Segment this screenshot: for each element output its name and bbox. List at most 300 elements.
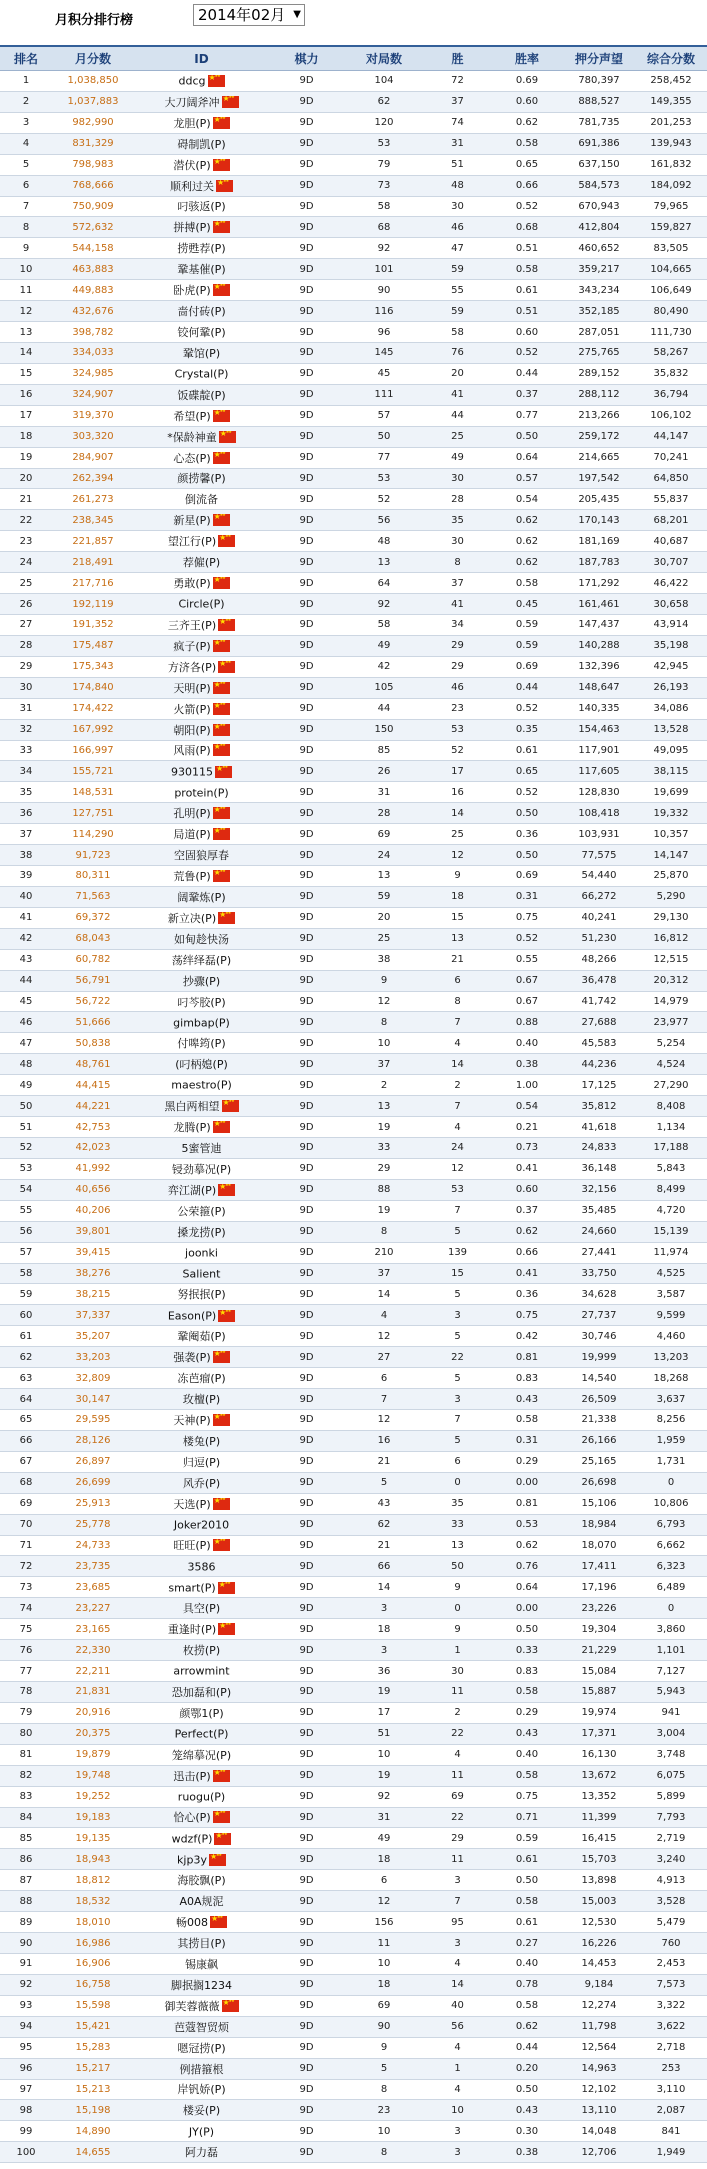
player-name[interactable]: 叼芩胶(P) <box>177 995 226 1009</box>
player-name[interactable]: 鞏阉茹(P) <box>177 1330 226 1344</box>
player-name[interactable]: joonki <box>185 1246 218 1260</box>
reputation-cell: 26,509 <box>563 1389 635 1410</box>
player-name[interactable]: 付嗥筠(P) <box>177 1037 226 1051</box>
rank-cell: 84 <box>0 1807 52 1828</box>
wins-cell: 58 <box>424 322 491 343</box>
player-id-cell[interactable] <box>134 405 269 426</box>
player-id-cell[interactable] <box>134 91 269 112</box>
player-id-cell[interactable] <box>134 531 269 552</box>
player-name[interactable]: 朝阳(P) <box>173 723 211 737</box>
china-flag-icon <box>213 1121 230 1133</box>
table-row <box>0 1117 707 1138</box>
player-id-cell[interactable] <box>134 614 269 635</box>
player-name[interactable]: 3586 <box>187 1560 216 1574</box>
player-name[interactable]: 铰何鞏(P) <box>177 326 226 340</box>
player-id-cell[interactable] <box>134 468 269 489</box>
player-id-cell[interactable] <box>134 573 269 594</box>
reputation-cell: 287,051 <box>563 322 635 343</box>
player-name[interactable]: 鞏基催(P) <box>177 263 226 277</box>
player-name[interactable]: 叼骇返(P) <box>177 200 226 214</box>
player-name[interactable]: 抄骤(P) <box>182 974 221 988</box>
player-name[interactable]: 饭碟靛(P) <box>177 388 226 402</box>
china-flag-icon <box>216 180 233 192</box>
month-score-cell: 174,840 <box>52 677 134 698</box>
month-score-cell: 221,857 <box>52 531 134 552</box>
player-id-cell[interactable] <box>134 1200 269 1221</box>
china-flag-icon <box>213 452 230 464</box>
player-name[interactable]: 荐僱(P) <box>182 556 221 570</box>
player-id-cell[interactable] <box>134 1765 269 1786</box>
player-id-cell[interactable] <box>134 1033 269 1054</box>
games-cell: 56 <box>344 510 424 531</box>
level-cell: 9D <box>269 1326 344 1347</box>
player-name[interactable]: A0A规泥 <box>179 1895 224 1909</box>
table-row <box>0 656 707 677</box>
player-id-cell[interactable] <box>134 71 269 92</box>
player-name[interactable]: 阔鞏炼(P) <box>177 890 226 904</box>
level-cell: 9D <box>269 1786 344 1807</box>
player-id-cell[interactable] <box>134 447 269 468</box>
player-id-cell[interactable] <box>134 1284 269 1305</box>
player-name[interactable]: 望江行(P) <box>167 535 217 549</box>
table-row <box>0 1598 707 1619</box>
player-name[interactable]: 卧虎(P) <box>173 284 211 298</box>
wins-cell: 49 <box>424 447 491 468</box>
month-score-cell: 191,352 <box>52 614 134 635</box>
player-name[interactable]: JY(P) <box>188 2125 215 2139</box>
player-name[interactable]: Circle(P) <box>178 597 225 611</box>
player-name[interactable]: 风乔(P) <box>182 1476 221 1490</box>
player-id-cell[interactable] <box>134 217 269 238</box>
games-cell: 58 <box>344 614 424 635</box>
player-name[interactable]: smart(P) <box>168 1581 216 1595</box>
player-id-cell[interactable] <box>134 1410 269 1431</box>
player-id-cell[interactable] <box>134 1807 269 1828</box>
month-score-cell: 19,183 <box>52 1807 134 1828</box>
player-name[interactable]: 心态(P) <box>173 451 211 465</box>
player-name[interactable]: 具空(P) <box>182 1602 221 1616</box>
player-name[interactable]: 天选(P) <box>173 1497 211 1511</box>
player-id-cell[interactable] <box>134 1179 269 1200</box>
player-id-cell[interactable] <box>134 1640 269 1661</box>
player-id-cell[interactable] <box>134 238 269 259</box>
player-id-cell[interactable] <box>134 1326 269 1347</box>
player-name[interactable]: *保龄神童 <box>167 430 217 444</box>
level-cell: 9D <box>269 803 344 824</box>
player-id-cell[interactable] <box>134 1117 269 1138</box>
player-id-cell[interactable] <box>134 1054 269 1075</box>
rank-cell: 64 <box>0 1389 52 1410</box>
player-id-cell[interactable] <box>134 866 269 887</box>
player-name[interactable]: 5蜜管迪 <box>181 1141 222 1155</box>
player-id-cell[interactable] <box>134 1723 269 1744</box>
player-name[interactable]: 鞏馆(P) <box>182 346 221 360</box>
rank-cell: 62 <box>0 1347 52 1368</box>
table-row <box>0 1033 707 1054</box>
player-id-cell[interactable] <box>134 907 269 928</box>
player-name[interactable]: 岸钒娇(P) <box>177 2083 226 2097</box>
player-id-cell[interactable] <box>134 698 269 719</box>
player-name[interactable]: 潜伏(P) <box>173 158 211 172</box>
player-id-cell[interactable] <box>134 426 269 447</box>
player-id-cell[interactable] <box>134 1451 269 1472</box>
player-id-cell[interactable] <box>134 552 269 573</box>
player-id-cell[interactable] <box>134 2058 269 2079</box>
player-name[interactable]: (叼柄媳(P) <box>175 1058 228 1072</box>
col-header-id[interactable]: ID <box>134 46 269 71</box>
win-rate-cell: 0.69 <box>491 866 563 887</box>
player-name[interactable]: 天明(P) <box>173 681 211 695</box>
player-id-cell[interactable] <box>134 991 269 1012</box>
player-name[interactable]: 锡康飙 <box>185 1957 218 1971</box>
reputation-cell: 16,226 <box>563 1933 635 1954</box>
player-name[interactable]: 弈江湖(P) <box>167 1183 217 1197</box>
player-name[interactable]: 畅008 <box>176 1916 208 1930</box>
month-score-cell: 217,716 <box>52 573 134 594</box>
player-id-cell[interactable] <box>134 677 269 698</box>
player-id-cell[interactable] <box>134 2016 269 2037</box>
player-id-cell[interactable] <box>134 112 269 133</box>
table-row <box>0 1974 707 1995</box>
player-name[interactable]: 大刀阔斧冲 <box>164 95 220 109</box>
player-id-cell[interactable] <box>134 1242 269 1263</box>
player-id-cell[interactable] <box>134 1912 269 1933</box>
win-rate-cell: 0.68 <box>491 217 563 238</box>
month-select[interactable] <box>193 4 305 26</box>
player-id-cell[interactable] <box>134 1870 269 1891</box>
reputation-cell: 27,737 <box>563 1305 635 1326</box>
player-id-cell[interactable] <box>134 594 269 615</box>
rank-cell: 82 <box>0 1765 52 1786</box>
table-row <box>0 1681 707 1702</box>
player-name[interactable]: arrowmint <box>173 1664 230 1678</box>
player-id-cell[interactable] <box>134 322 269 343</box>
player-name[interactable]: 公荣箍(P) <box>177 1204 226 1218</box>
table-row <box>0 1514 707 1535</box>
player-id-cell[interactable] <box>134 970 269 991</box>
player-name[interactable]: 火箭(P) <box>173 702 211 716</box>
reputation-cell: 170,143 <box>563 510 635 531</box>
wins-cell: 4 <box>424 1033 491 1054</box>
player-name[interactable]: 如甸趁快汤 <box>174 932 229 946</box>
col-header-rank[interactable]: 排名 <box>0 46 52 71</box>
player-id-cell[interactable] <box>134 1430 269 1451</box>
player-id-cell[interactable] <box>134 1744 269 1765</box>
player-id-cell[interactable] <box>134 1891 269 1912</box>
level-cell: 9D <box>269 1493 344 1514</box>
player-name[interactable]: maestro(P) <box>171 1078 232 1092</box>
col-header-games[interactable]: 对局数 <box>344 46 424 71</box>
player-id-cell[interactable] <box>134 782 269 803</box>
reputation-cell: 36,148 <box>563 1158 635 1179</box>
player-id-cell[interactable] <box>134 635 269 656</box>
player-id-cell[interactable] <box>134 342 269 363</box>
total-score-cell: 4,524 <box>635 1054 707 1075</box>
player-name[interactable]: kjp3y <box>177 1853 207 1867</box>
player-name[interactable]: 枚捞(P) <box>182 1644 221 1658</box>
wins-cell: 7 <box>424 1891 491 1912</box>
player-id-cell[interactable] <box>134 1953 269 1974</box>
table-header-row <box>0 46 707 71</box>
player-id-cell[interactable] <box>134 1221 269 1242</box>
month-score-cell: 22,211 <box>52 1661 134 1682</box>
player-id-cell[interactable] <box>134 761 269 782</box>
player-name[interactable]: 强袭(P) <box>173 1351 211 1365</box>
player-name[interactable]: Crystal(P) <box>174 367 229 381</box>
player-id-cell[interactable] <box>134 2037 269 2058</box>
wins-cell: 8 <box>424 991 491 1012</box>
month-score-cell: 262,394 <box>52 468 134 489</box>
win-rate-cell: 0.60 <box>491 91 563 112</box>
player-id-cell[interactable] <box>134 1577 269 1598</box>
player-id-cell[interactable] <box>134 949 269 970</box>
total-score-cell: 3,860 <box>635 1619 707 1640</box>
month-score-cell: 23,227 <box>52 1598 134 1619</box>
player-name[interactable]: 颜鄂1(P) <box>179 1706 224 1720</box>
rank-cell: 3 <box>0 112 52 133</box>
win-rate-cell: 0.42 <box>491 1326 563 1347</box>
player-name[interactable]: gimbap(P) <box>173 1016 230 1030</box>
player-id-cell[interactable] <box>134 1472 269 1493</box>
win-rate-cell: 0.60 <box>491 1179 563 1200</box>
player-id-cell[interactable] <box>134 1138 269 1159</box>
player-id-cell[interactable] <box>134 301 269 322</box>
player-name[interactable]: 局道(P) <box>173 828 211 842</box>
player-name[interactable]: 恰心(P) <box>173 1811 211 1825</box>
player-id-cell[interactable] <box>134 1368 269 1389</box>
table-row <box>0 1849 707 1870</box>
games-cell: 11 <box>344 1933 424 1954</box>
player-name[interactable]: 御芙蓉薇薇 <box>164 1999 220 2013</box>
col-header-total-score[interactable]: 综合分数 <box>635 46 707 71</box>
player-name[interactable]: 勇敢(P) <box>173 577 211 591</box>
games-cell: 26 <box>344 761 424 782</box>
player-name[interactable]: 风雨(P) <box>173 744 211 758</box>
player-name[interactable]: 希望(P) <box>173 409 211 423</box>
games-cell: 28 <box>344 803 424 824</box>
player-name[interactable]: 黑白两相望 <box>164 1100 220 1114</box>
player-id-cell[interactable] <box>134 1681 269 1702</box>
player-id-cell[interactable] <box>134 133 269 154</box>
player-id-cell[interactable] <box>134 384 269 405</box>
wins-cell: 13 <box>424 928 491 949</box>
player-id-cell[interactable] <box>134 2142 269 2163</box>
win-rate-cell: 0.44 <box>491 2037 563 2058</box>
player-name[interactable]: 笼绵摹况(P) <box>171 1748 232 1762</box>
player-name[interactable]: 三齐王(P) <box>167 618 217 632</box>
player-id-cell[interactable] <box>134 1598 269 1619</box>
player-id-cell[interactable] <box>134 1012 269 1033</box>
player-id-cell[interactable] <box>134 154 269 175</box>
reputation-cell: 259,172 <box>563 426 635 447</box>
wins-cell: 41 <box>424 384 491 405</box>
month-score-cell: 26,699 <box>52 1472 134 1493</box>
table-row <box>0 447 707 468</box>
player-name[interactable]: Perfect(P) <box>174 1727 229 1741</box>
player-id-cell[interactable] <box>134 175 269 196</box>
table-row <box>0 1368 707 1389</box>
player-name[interactable]: 努抿抿(P) <box>177 1288 226 1302</box>
games-cell: 53 <box>344 133 424 154</box>
player-id-cell[interactable] <box>134 1493 269 1514</box>
player-name[interactable]: 玫檀(P) <box>182 1393 221 1407</box>
player-id-cell[interactable] <box>134 1828 269 1849</box>
level-cell: 9D <box>269 594 344 615</box>
player-id-cell[interactable] <box>134 845 269 866</box>
games-cell: 25 <box>344 928 424 949</box>
player-name[interactable]: 颜捞馨(P) <box>177 472 226 486</box>
player-id-cell[interactable] <box>134 824 269 845</box>
games-cell: 156 <box>344 1912 424 1933</box>
player-id-cell[interactable] <box>134 1514 269 1535</box>
level-cell: 9D <box>269 1451 344 1472</box>
player-id-cell[interactable] <box>134 1389 269 1410</box>
player-id-cell[interactable] <box>134 886 269 907</box>
player-name[interactable]: 拼搏(P) <box>173 221 211 235</box>
player-name[interactable]: 新立决(P) <box>167 911 217 925</box>
player-name[interactable]: 搡龙捞(P) <box>177 1225 226 1239</box>
col-header-month-score[interactable]: 月分数 <box>52 46 134 71</box>
reputation-cell: 691,386 <box>563 133 635 154</box>
win-rate-cell: 0.50 <box>491 426 563 447</box>
player-id-cell[interactable] <box>134 1535 269 1556</box>
player-name[interactable]: 重逢时(P) <box>167 1623 217 1637</box>
player-name[interactable]: Eason(P) <box>167 1309 217 1323</box>
col-header-level[interactable]: 棋力 <box>269 46 344 71</box>
player-name[interactable]: 新星(P) <box>173 514 211 528</box>
player-id-cell[interactable] <box>134 1347 269 1368</box>
rank-cell: 75 <box>0 1619 52 1640</box>
table-row <box>0 2037 707 2058</box>
player-name[interactable]: 芭蔻智贸烦 <box>174 2020 229 2034</box>
player-name[interactable]: 阿力磊 <box>185 2146 218 2160</box>
win-rate-cell: 0.41 <box>491 1158 563 1179</box>
player-name[interactable]: 荒鲁(P) <box>173 869 211 883</box>
player-name[interactable]: 啬付砖(P) <box>177 305 226 319</box>
col-header-wins[interactable]: 胜 <box>424 46 491 71</box>
player-name[interactable]: 空固狼厚春 <box>174 849 229 863</box>
player-name[interactable]: 方济各(P) <box>167 660 217 674</box>
player-id-cell[interactable] <box>134 1995 269 2016</box>
player-id-cell[interactable] <box>134 1075 269 1096</box>
player-name[interactable]: 楼兔(P) <box>182 1434 221 1448</box>
wins-cell: 5 <box>424 1326 491 1347</box>
player-id-cell[interactable] <box>134 1661 269 1682</box>
reputation-cell: 19,304 <box>563 1619 635 1640</box>
player-id-cell[interactable] <box>134 1619 269 1640</box>
player-name[interactable]: 例措箍根 <box>179 2062 224 2076</box>
month-score-cell: 166,997 <box>52 740 134 761</box>
player-name[interactable]: 倒流备 <box>185 493 218 507</box>
player-id-cell[interactable] <box>134 2121 269 2142</box>
total-score-cell: 3,110 <box>635 2079 707 2100</box>
player-id-cell[interactable] <box>134 1786 269 1807</box>
player-name[interactable]: ddcg <box>178 74 206 88</box>
player-name[interactable]: 冻芭瘤(P) <box>177 1372 226 1386</box>
player-name[interactable]: 930115 <box>171 765 213 779</box>
player-name[interactable]: 荡绊绎磊(P) <box>171 953 232 967</box>
player-name[interactable]: 天神(P) <box>173 1413 211 1427</box>
player-id-cell[interactable] <box>134 1096 269 1117</box>
games-cell: 31 <box>344 1807 424 1828</box>
player-id-cell[interactable] <box>134 740 269 761</box>
player-id-cell[interactable] <box>134 489 269 510</box>
player-name[interactable]: 碍制凯(P) <box>177 137 226 151</box>
player-name[interactable]: 恐加磊和(P) <box>171 1685 232 1699</box>
player-id-cell[interactable] <box>134 259 269 280</box>
player-name[interactable]: Salient <box>182 1267 221 1281</box>
player-name[interactable]: 旺旺(P) <box>173 1539 211 1553</box>
player-id-cell[interactable] <box>134 719 269 740</box>
player-id-cell[interactable] <box>134 510 269 531</box>
player-id-cell[interactable] <box>134 1158 269 1179</box>
wins-cell: 4 <box>424 2037 491 2058</box>
player-id-cell[interactable] <box>134 196 269 217</box>
rank-cell: 92 <box>0 1974 52 1995</box>
player-name[interactable]: 其捞目(P) <box>177 1937 226 1950</box>
player-id-cell[interactable] <box>134 928 269 949</box>
player-name[interactable]: 锓劲摹况(P) <box>171 1162 232 1176</box>
player-id-cell[interactable] <box>134 2100 269 2121</box>
player-id-cell[interactable] <box>134 363 269 384</box>
player-name[interactable]: 龙胆(P) <box>173 116 211 130</box>
player-id-cell[interactable] <box>134 1556 269 1577</box>
games-cell: 49 <box>344 1828 424 1849</box>
wins-cell: 9 <box>424 1619 491 1640</box>
player-name[interactable]: 脚抿搁1234 <box>171 1978 232 1992</box>
player-name[interactable]: wdzf(P) <box>171 1832 213 1846</box>
player-name[interactable]: 海胶飘(P) <box>177 1874 226 1888</box>
player-id-cell[interactable] <box>134 1305 269 1326</box>
player-name[interactable]: 孔明(P) <box>173 807 211 821</box>
reputation-cell: 26,166 <box>563 1430 635 1451</box>
player-name[interactable]: 顺利过关 <box>170 179 214 193</box>
table-row <box>0 1786 707 1807</box>
player-id-cell[interactable] <box>134 803 269 824</box>
col-header-win-rate[interactable]: 胜率 <box>491 46 563 71</box>
player-id-cell[interactable] <box>134 1974 269 1995</box>
games-cell: 6 <box>344 1870 424 1891</box>
player-name[interactable]: 疯子(P) <box>173 639 211 653</box>
total-score-cell: 36,794 <box>635 384 707 405</box>
player-id-cell[interactable] <box>134 280 269 301</box>
player-id-cell[interactable] <box>134 1849 269 1870</box>
china-flag-icon <box>213 1351 230 1363</box>
player-name[interactable]: 捞甦荐(P) <box>177 242 226 256</box>
player-id-cell[interactable] <box>134 1263 269 1284</box>
table-row <box>0 510 707 531</box>
player-name[interactable]: ruogu(P) <box>177 1790 226 1804</box>
games-cell: 62 <box>344 1514 424 1535</box>
total-score-cell: 44,147 <box>635 426 707 447</box>
player-id-cell[interactable] <box>134 656 269 677</box>
col-header-reputation[interactable]: 押分声望 <box>563 46 635 71</box>
player-name[interactable]: Joker2010 <box>173 1518 230 1532</box>
china-flag-icon <box>218 661 235 673</box>
rank-cell: 65 <box>0 1410 52 1431</box>
games-cell: 19 <box>344 1681 424 1702</box>
player-id-cell[interactable] <box>134 2079 269 2100</box>
player-id-cell[interactable] <box>134 1933 269 1954</box>
player-name[interactable]: 龙腾(P) <box>173 1121 211 1135</box>
win-rate-cell: 0.65 <box>491 154 563 175</box>
player-name[interactable]: 归逗(P) <box>182 1455 221 1469</box>
player-name[interactable]: 楼妥(P) <box>182 2104 221 2118</box>
player-name[interactable]: 迅击(P) <box>173 1769 211 1783</box>
player-name[interactable]: 嗯冠捞(P) <box>177 2041 226 2055</box>
player-name[interactable]: protein(P) <box>174 786 229 800</box>
player-id-cell[interactable] <box>134 1702 269 1723</box>
